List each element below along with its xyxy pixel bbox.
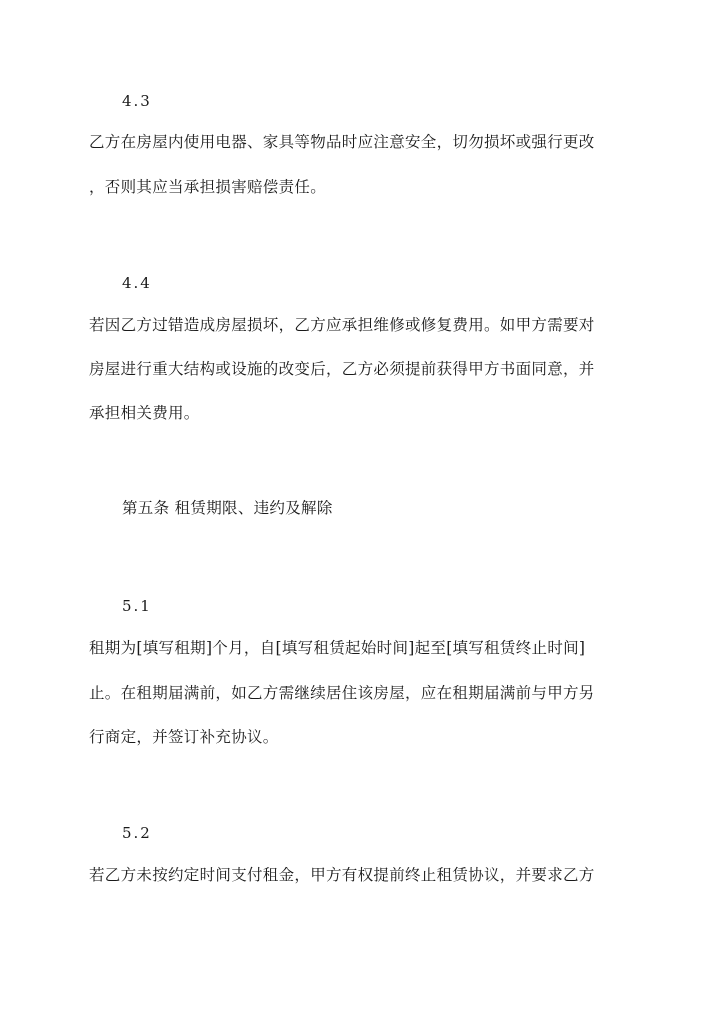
- section-5-1-line-1: 租期为[填写租期]个月，自[填写租赁起始时间]起至[填写租赁终止时间]: [89, 639, 586, 657]
- section-number-5-2: 5.2: [122, 824, 152, 842]
- section-5-1-line-3: 行商定，并签订补充协议。: [89, 728, 279, 746]
- section-5-2-line-1: 若乙方未按约定时间支付租金，甲方有权提前终止租赁协议，并要求乙方: [89, 866, 595, 884]
- section-4-3-line-1: 乙方在房屋内使用电器、家具等物品时应注意安全，切勿损坏或强行更改: [89, 133, 595, 151]
- section-4-4-line-2: 房屋进行重大结构或设施的改变后，乙方必须提前获得甲方书面同意，并: [89, 360, 595, 378]
- section-number-5-1: 5.1: [122, 597, 152, 615]
- section-4-4-line-1: 若因乙方过错造成房屋损坏，乙方应承担维修或修复费用。如甲方需要对: [89, 316, 595, 334]
- section-5-1-line-2: 止。在租期届满前，如乙方需继续居住该房屋，应在租期届满前与甲方另: [89, 684, 595, 702]
- article-5-heading: 第五条 租赁期限、违约及解除: [122, 499, 333, 517]
- section-number-4-3: 4.3: [122, 92, 152, 110]
- section-4-4-line-3: 承担相关费用。: [89, 404, 200, 422]
- section-number-4-4: 4.4: [122, 274, 152, 292]
- section-4-3-line-2: ，否则其应当承担损害赔偿责任。: [89, 178, 327, 196]
